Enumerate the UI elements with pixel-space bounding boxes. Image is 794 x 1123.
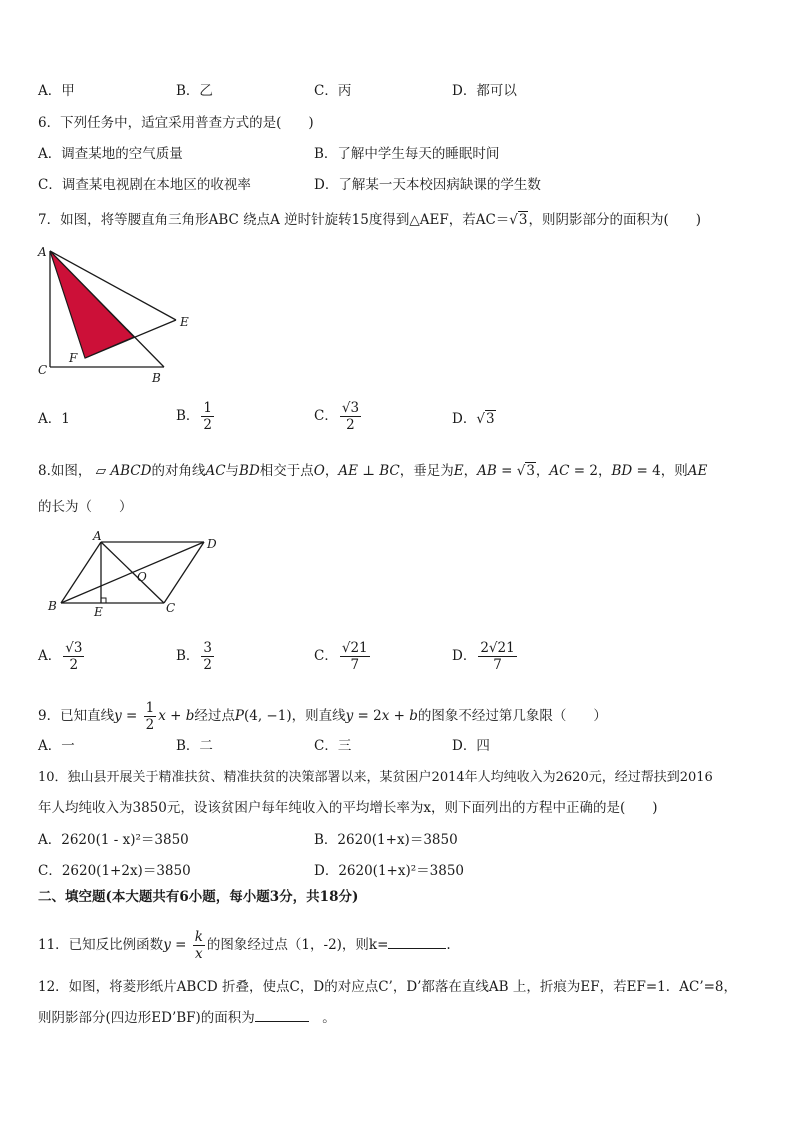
q12-text-pre: 则阴影部分(四边形ED’BF)的面积为 [38,1010,255,1026]
parallelogram-symbol: ▱ [95,463,107,479]
q7-option-c-fraction [340,400,361,433]
q7-option-c-denominator: 2 [346,417,355,433]
q10-stem-line2: 年人均纯收入为3850元，设该贫困户每年纯收入的平均增长率为x，则下面列出的方程中正确的是( ) [38,800,658,816]
q8-option-d [452,640,519,673]
q9-option-d: D．四 [452,738,490,754]
q8-abcd: ABCD [110,463,152,479]
q8-option-d-numerator: 2√21 [480,640,515,656]
q9-point-p: P [234,708,244,724]
q7-option-d-radicand: 3 [485,411,495,427]
q7-option-d-sqrt: √3 [476,411,495,427]
q7-option-c-prefix: C． [314,408,338,424]
q7-option-c-radicand: 3 [350,400,360,416]
q9-fraction-denominator: 2 [145,717,155,733]
q8-text-6: ，垂足为 [399,463,454,479]
q12-answer-blank [255,1021,309,1022]
q7-option-d-prefix: D． [452,411,477,427]
q8-label-b: B [48,599,57,613]
q8-option-d-prefix: D． [452,648,477,664]
q8-stem-line1 [38,461,707,481]
q7-option-b-numerator: 1 [203,400,213,416]
q11-eq: = [170,937,191,953]
q8-option-a-prefix: A． [38,648,62,664]
q8-text-10: ，则 [660,463,688,479]
q8-o: O [313,463,325,479]
q6-option-b: B．了解中学生每天的睡眠时间 [314,146,500,162]
q9-y-2: y [345,708,354,724]
q7-option-b [176,400,216,433]
q9-xb-1: x + b [158,708,195,724]
q5-option-d: D．都可以 [452,83,517,99]
q9-text-2: 经过点 [194,708,235,724]
q8-text-5: ， [324,463,339,479]
q8-option-d-denominator: 7 [493,657,502,673]
q7-shaded-region [50,251,134,358]
q8-option-d-fraction [478,640,516,673]
section-2-heading: 二、填空题(本大题共有6小题，每小题3分，共18分) [38,889,359,905]
q5-option-a: A．甲 [38,83,75,99]
q8-text-2: 的对角线 [151,463,206,479]
q12-text-post: 。 [308,1010,336,1026]
q8-text-7: ， [463,463,478,479]
q8-label-o: O [137,570,147,584]
q9-y-1: y [114,708,122,724]
q9-text-3: ，则直线 [291,708,346,724]
q11-answer-blank [388,948,446,949]
q9-fraction-numerator: 1 [145,700,155,716]
q8-eq-1: = [496,463,517,479]
q8-option-d-radicand: 21 [497,640,515,656]
q8-option-c-numerator: √21 [341,640,368,656]
q8-option-a-radicand: 3 [73,640,83,656]
q5-option-b: B．乙 [176,83,213,99]
q9-text-1: 9．已知直线 [38,708,115,724]
q8-option-b-denominator: 2 [203,657,213,673]
q8-option-c-prefix: C． [314,648,338,664]
q7-sqrt: √3 [509,212,528,228]
q8-sqrt: √3 [516,463,535,479]
q9-option-c: C．三 [314,738,352,754]
q8-text-9: ， [597,463,612,479]
q8-option-c-denominator: 7 [350,657,360,673]
q11-fraction [193,929,205,962]
q9-option-b: B．二 [176,738,213,754]
q9-option-a: A．一 [38,738,75,754]
q8-label-a: A [93,529,102,543]
q8-diagonal-bd [61,542,204,603]
q8-label-e: E [94,605,103,619]
q8-eq-3: = 4 [632,463,661,479]
q7-label-e: E [180,315,189,329]
q10-stem-line1: 10．独山县开展关于精准扶贫、精准扶贫的决策部署以来，某贫困户2014年人均纯收入为2620元，经过帮扶到2016 [38,770,713,785]
q11-text-2: 的图象经过点（1，-2)，则k= [206,937,389,953]
q7-option-a: A．1 [38,411,70,427]
q10-option-a: A．2620(1 - x)²＝3850 [38,832,189,848]
q8-bd-2: BD [611,463,633,479]
q7-stem [38,210,701,230]
q7-option-c-numerator: √3 [341,400,360,416]
q8-eq-2: = 2 [569,463,598,479]
q8-label-c: C [166,601,176,615]
q9-xb-2: x + b [381,708,418,724]
q8-ac: AC [205,463,226,479]
q8-option-a [38,640,86,673]
q8-perp: AE ⊥ BC [338,463,400,479]
q8-text-4: 相交于点 [259,463,314,479]
q11-text-3: . [446,937,451,953]
q7-label-c: C [38,363,48,377]
q7-option-b-fraction [201,400,214,433]
q8-text-3: 与 [225,463,240,479]
q12-stem-line1: 12．如图，将菱形纸片ABCD 折叠，使点C，D的对应点C’，D’都落在直线AB 上，折痕为EF，若EF=1．AC’=8， [38,979,738,995]
q6-stem: 6．下列任务中，适宜采用普查方式的是( ) [38,115,314,131]
q7-label-a: A [38,245,47,259]
q7-option-b-prefix: B． [176,408,200,424]
q8-option-c [314,640,372,673]
q8-ae: AE [687,463,708,479]
q12-stem-line2 [38,1008,336,1028]
q9-fraction [144,700,157,733]
q5-option-c: C．丙 [314,83,352,99]
q6-option-c: C．调查某电视剧在本地区的收视率 [38,177,251,193]
q8-stem-line2: 的长为（ ） [38,499,133,515]
q9-eq-2: = 2 [353,708,382,724]
q11-text-1: 11．已知反比例函数 [38,937,164,953]
q11-fraction-denominator: x [195,946,203,962]
q8-bd: BD [239,463,260,479]
q9-stem [38,700,607,733]
q8-right-angle-mark [101,598,106,603]
q8-ac-2: AC [549,463,570,479]
q7-figure [30,240,205,390]
q9-text-4: 的图象不经过第几象限（ ） [417,708,607,724]
q8-text-1: 8.如图， [38,463,92,479]
q11-stem [38,929,451,962]
q7-stem-pre: 7．如图，将等腰直角三角形ABC 绕点A 逆时针旋转15度得到△AEF，若AC＝ [38,212,510,228]
q8-option-b [176,640,216,673]
q8-label-d: D [207,537,217,551]
q8-figure [38,528,233,620]
q8-option-b-fraction [201,640,214,673]
q8-option-a-fraction [63,640,84,673]
q7-sqrt-radicand: 3 [518,212,528,228]
q7-option-b-denominator: 2 [203,417,213,433]
q9-eq-1: = [121,708,142,724]
q8-option-d-coefficient: 2 [480,640,489,656]
q10-option-d: D．2620(1+x)²＝3850 [314,863,464,879]
q10-option-c: C．2620(1+2x)＝3850 [38,863,191,879]
q10-option-b: B．2620(1+x)＝3850 [314,832,458,848]
q7-label-f: F [69,351,78,365]
q11-fraction-numerator: k [194,929,203,945]
q8-sqrt-radicand: 3 [526,463,535,479]
q7-label-b: B [152,371,161,385]
q7-stem-post: ，则阴影部分的面积为( ) [528,212,702,228]
q8-option-b-prefix: B． [176,648,200,664]
q8-option-c-fraction [340,640,370,673]
q6-option-d: D．了解某一天本校因病缺课的学生数 [314,177,541,193]
q8-text-8: ， [535,463,550,479]
q7-option-c [314,400,363,433]
q8-option-b-numerator: 3 [203,640,213,656]
q8-e: E [453,463,464,479]
q7-option-d [452,409,496,429]
q8-option-a-numerator: √3 [65,640,83,656]
q8-option-c-radicand: 21 [350,640,368,656]
q6-option-a: A．调查某地的空气质量 [38,146,183,162]
q8-ab: AB [477,463,497,479]
q9-point-coords: (4, −1) [243,708,292,724]
q11-y: y [163,937,171,953]
q8-option-a-denominator: 2 [69,657,79,673]
